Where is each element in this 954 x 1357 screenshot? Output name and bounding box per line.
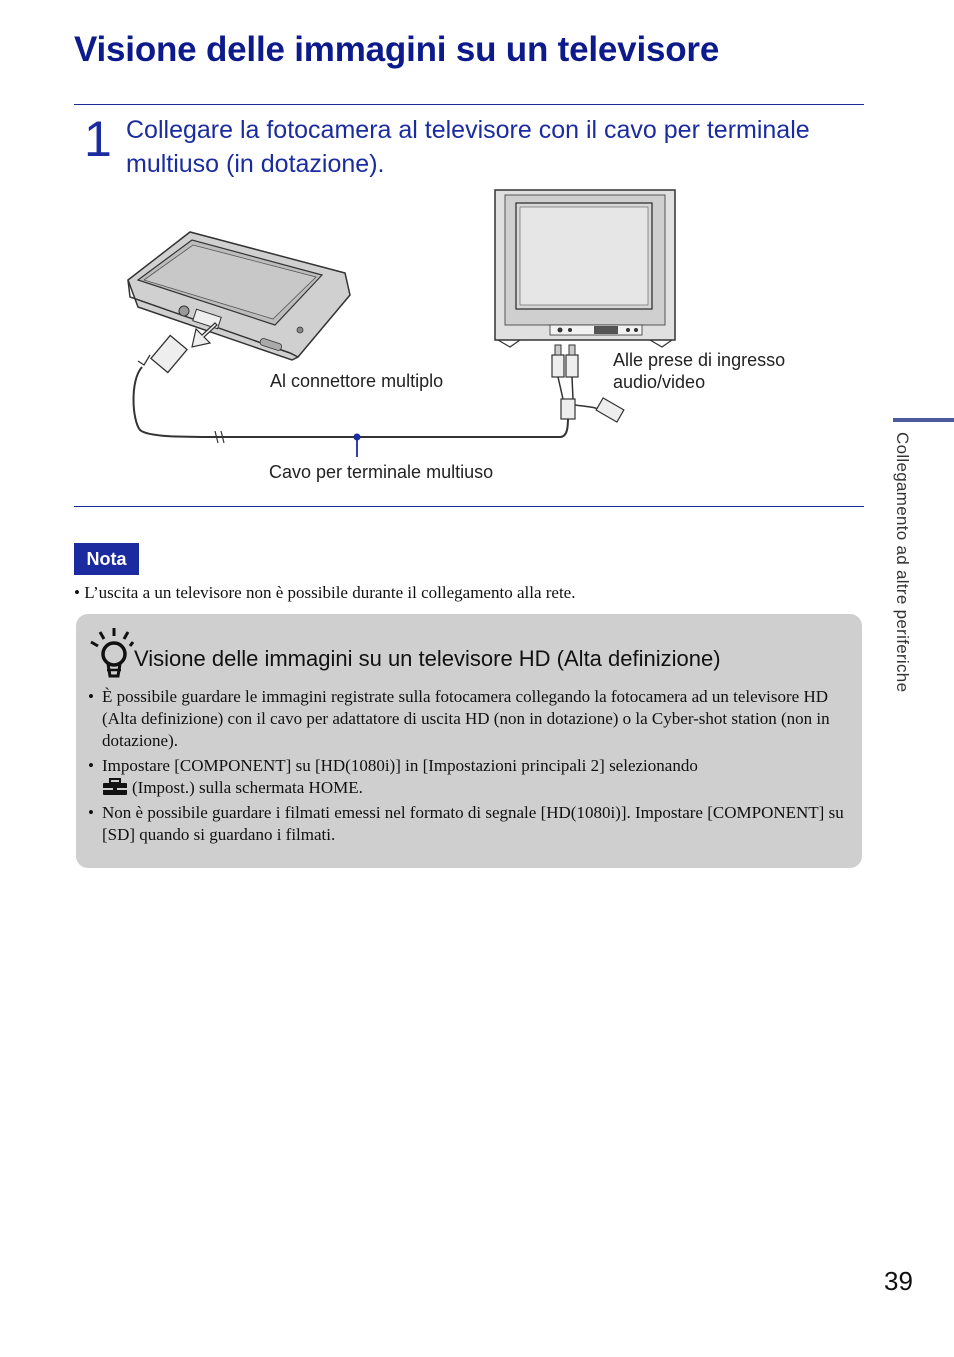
section-tab-marker bbox=[893, 418, 954, 422]
lightbulb-icon bbox=[88, 626, 134, 678]
bullet: • bbox=[88, 756, 94, 775]
callout-av-inputs-line2: audio/video bbox=[613, 372, 706, 392]
tip-box bbox=[76, 614, 862, 868]
tip-item bbox=[88, 802, 848, 846]
tip-item-text-cont: (Impost.) sulla schermata HOME. bbox=[132, 778, 363, 797]
callout-cable: Cavo per terminale multiuso bbox=[269, 462, 494, 482]
step-number: 1 bbox=[84, 111, 112, 167]
connection-diagram bbox=[120, 185, 820, 495]
callout-av-inputs-line1: Alle prese di ingresso bbox=[613, 350, 786, 370]
connection-illustration bbox=[120, 185, 820, 495]
tip-item-text: È possibile guardare le immagini registrate sulla fotocamera collegando la fotocamera ad un televisore HD (Alta definizione) con il cavo per adattatore di uscita HD (non in dotazione) o la Cyber-shot station (non in dotazione). bbox=[102, 687, 830, 750]
page-title: Visione delle immagini su un televisore bbox=[74, 30, 720, 69]
header-rule bbox=[74, 104, 864, 105]
note-badge: Nota bbox=[74, 543, 139, 575]
callout-multi-connector: Al connettore multiplo bbox=[270, 371, 444, 391]
bullet: • bbox=[88, 687, 94, 706]
step-instruction: Collegare la fotocamera al televisore con il cavo per terminale multiuso (in dotazione). bbox=[126, 116, 810, 178]
section-side-label: Collegamento ad altre periferiche bbox=[893, 432, 912, 693]
tip-item bbox=[88, 686, 848, 752]
tip-item-text: Non è possibile guardare i filmati emessi nel formato di segnale [HD(1080i)]. Impostare [COMPONENT] su [SD] quando si guardano i filmati. bbox=[102, 803, 844, 844]
camera-illustration bbox=[128, 232, 350, 360]
note-text: • L’uscita a un televisore non è possibile durante il collegamento alla rete. bbox=[74, 583, 576, 602]
multi-connector-plug bbox=[138, 335, 187, 372]
tip-title: Visione delle immagini su un televisore HD (Alta definizione) bbox=[134, 646, 721, 671]
step-bottom-rule bbox=[74, 506, 864, 507]
toolbox-icon bbox=[102, 778, 128, 796]
tip-item bbox=[88, 755, 848, 799]
bullet: • bbox=[88, 803, 94, 822]
page-number: 39 bbox=[884, 1266, 913, 1296]
television-illustration bbox=[495, 190, 675, 347]
tip-list bbox=[88, 686, 848, 849]
tip-item-text: Impostare [COMPONENT] su [HD(1080i)] in [Impostazioni principali 2] selezionando bbox=[102, 756, 698, 775]
